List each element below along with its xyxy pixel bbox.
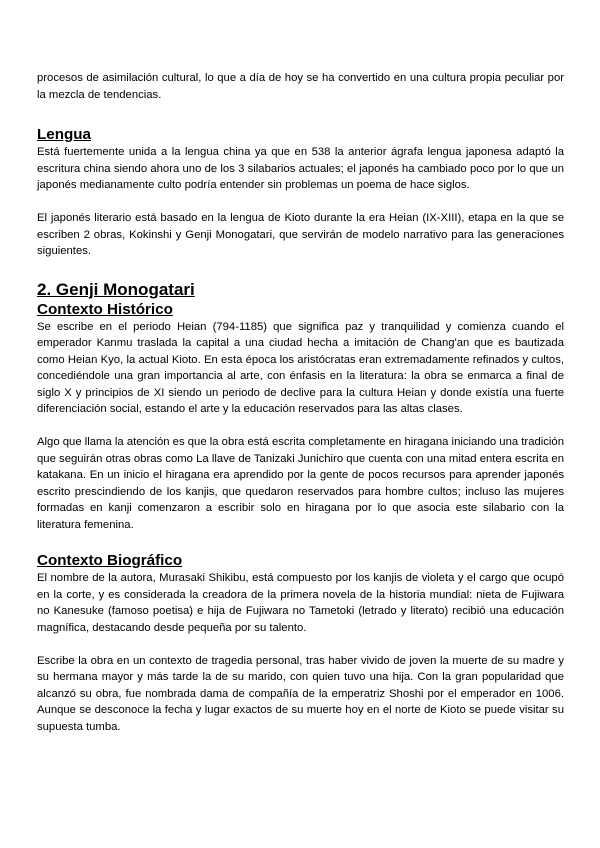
spacer — [37, 636, 564, 653]
spacer — [37, 194, 564, 211]
heading-lengua: Lengua — [37, 126, 92, 143]
historico-paragraph-1: Se escribe en el periodo Heian (794-1185) que significa paz y tranquilidad y comienza cuando el emperador Kanmu traslada la capital a una ciudad hecha a imitación de Chang'an que es bautizada como Heian Kyo, la actual Kioto. En esta época los aristócratas eran extremadamente refinados y cultos, concediéndole una gran importancia al arte, con énfasis en la literatura: la obra se enmarca a final de siglo X y principios de XI siendo un periodo de declive para la cultura Heian y donde existía una fuerte diferenciación social, estando el arte y la educación reservados para las altas clases. — [37, 320, 564, 415]
biografico-paragraph-1: El nombre de la autora, Murasaki Shikibu, está compuesto por los kanjis de violeta y el cargo que ocupó en la corte, y es considerada la creadora de la primera novela de la historia mundial: nieta de Fujiwara no Kanesuke (famoso poetisa) e hija de Fujiwara no Tametoki (letrado y literato) recibió una educación magnífica, destacando desde pequeña por su talento. — [37, 572, 564, 634]
heading-contexto-biografico: Contexto Biográfico — [37, 552, 183, 569]
intro-paragraph: procesos de asimilación cultural, lo que a día de hoy se ha convertido en una cultura propia peculiar por la mezcla de tendencias. — [37, 72, 564, 101]
spacer — [37, 533, 564, 551]
historico-paragraph-2: Algo que llama la atención es que la obra está escrita completamente en hiragana iniciando una tradición que seguirán otras obras como La llave de Tanizaki Junichiro que cuenta con una mitad entera escrita en katakana. En un inicio el hiragana era aprendido por la gente de pocos recursos para aprender japonés escrito prescindiendo de los kanjis, que quedaron reservados para hombre cultos; incluso las mujeres formadas en kanji comenzaron a escribir solo en hiragana por lo que asocia este silabario con la literatura femenina. — [37, 436, 564, 531]
biografico-paragraph-2: Escribe la obra en un contexto de tragedia personal, tras haber vivido de joven la muerte de su madre y su hermana mayor y más tarde la de su marido, con quien tuvo una hija. Con la gran popularidad que alcanzó su obra, fue nombrada dama de compañía de la emperatriz Shoshi por el emperador en 1006. Aunque se desconoce la fecha y lugar exactos de su muerte hoy en el norte de Kioto se puede visitar su supuesta tumba. — [37, 654, 564, 733]
spacer — [37, 260, 564, 279]
page-content — [37, 70, 564, 735]
spacer — [37, 418, 564, 435]
lengua-paragraph-1: Está fuertemente unida a la lengua china ya que en 538 la anterior ágrafa lengua japonesa adaptó la escritura china siendo ahora uno de los 3 silabarios actuales; el japonés ha cambiado poco por lo que un japonés medianamente culto podría entender sin problemas un poema de hace siglos. — [37, 146, 564, 191]
lengua-paragraph-2: El japonés literario está basado en la lengua de Kioto durante la era Heian (IX-XIII), etapa en la que se escriben 2 obras, Kokinshi y Genji Monogatari, que servirán de modelo narrativo para las generaciones siguientes. — [37, 212, 564, 257]
heading-genji-monogatari: 2. Genji Monogatari — [37, 279, 195, 299]
spacer — [37, 103, 564, 125]
heading-contexto-historico: Contexto Histórico — [37, 300, 173, 318]
